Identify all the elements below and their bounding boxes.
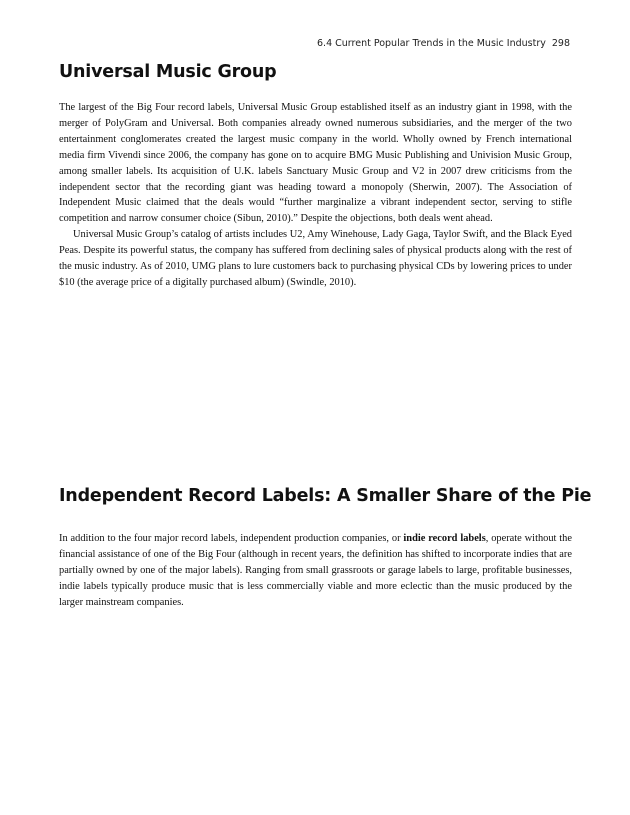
paragraph — [59, 531, 572, 611]
paragraph-text: , operate without the financial assistance of one of the Big Four (although in recent years, the definition has shifted to incorporate indies that are partially owned by one of the major labels). Ranging from small grassroots or garage labels to large, profitable businesses, indie labels typically produce music that is less commercially viable and more eclectic than the music produced by the larger mainstream companies. — [59, 533, 572, 608]
paragraph: Universal Music Group’s catalog of artists includes U2, Amy Winehouse, Lady Gaga, Taylor Swift, and the Black Eyed Peas. Despite its powerful status, the company has suffered from declining sales of physical products along with the rest of the music industry. As of 2010, UMG plans to lure customers back to purchasing physical CDs by lowering prices to under $10 (the average price of a digitally purchased album) (Swindle, 2010). — [59, 229, 572, 288]
section-heading-universal-music-group: Universal Music Group — [59, 62, 277, 82]
section-heading-independent-record-labels: Independent Record Labels: A Smaller Share of the Pie — [59, 486, 592, 506]
key-term: indie record labels — [403, 533, 486, 544]
paragraph-text: In addition to the four major record labels, independent production companies, or — [59, 533, 404, 544]
running-header — [317, 38, 570, 49]
paragraph: The largest of the Big Four record labels, Universal Music Group established itself as an industry giant in 1998, with the merger of PolyGram and Universal. Both companies already owned numerous subsidiaries, and the merger of the two entertainment conglomerates created the largest music company in the world. Wholly owned by French international media firm Vivendi since 2006, the company has gone on to acquire BMG Music Publishing and Univision Music Group, among smaller labels. Its acquisition of U.K. labels Sanctuary Music Group and V2 in 2007 drew criticisms from the independent sector that the recording giant was heading toward a monopoly (Sherwin, 2007). The Association of Independent Music claimed that the deals would “further marginalize a vibrant independent sector, serving to stifle competition and narrow consumer choice (Sibun, 2010).” Despite the objections, both deals went ahead. — [59, 102, 572, 225]
page-number: 298 — [551, 38, 570, 49]
running-header-section: 6.4 Current Popular Trends in the Music Industry — [317, 38, 546, 49]
section-body-universal-music-group — [59, 100, 572, 291]
section-body-independent-record-labels — [59, 531, 572, 611]
